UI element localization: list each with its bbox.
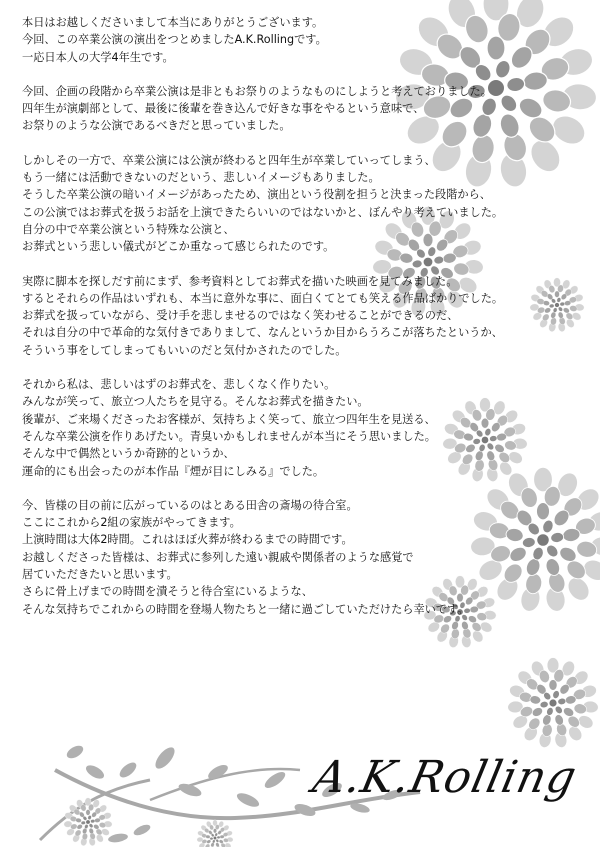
text-line: しかしその一方で、卒業公演には公演が終わると四年生が卒業していってしまう、 (22, 153, 436, 167)
paragraph-films (22, 273, 592, 359)
text-line: そんな気持ちでこれからの時間を登場人物たちと一緒に過ごしていただけたら幸いです。 (22, 602, 469, 616)
text-line: 後輩が、ご来場くださったお客様が、気持ちよく笑って、旅立つ四年生を見送る、 (22, 412, 436, 426)
text-line: ここにこれから2組の家族がやってきます。 (22, 516, 241, 530)
text-line: 本日はお越しくださいまして本当にありがとうございます。 (22, 16, 324, 29)
text-line: そんな中で偶然というか奇跡的というか、 (22, 447, 235, 461)
text-line: それは自分の中で革命的な気付きでありまして、なんというか目からうろこが落ちたというか、 (22, 326, 503, 340)
text-line: さらに骨上げまでの時間を潰そうと待合室にいるような、 (22, 585, 313, 599)
text-line: 一応日本人の大学4年生です。 (22, 50, 174, 64)
paragraph-festival (22, 83, 592, 135)
text-line: 運命的にも出会ったのが本作品『煙が目にしみる』でした。 (22, 464, 325, 478)
text-line: 居ていただきたいと思います。 (22, 568, 178, 582)
text-line: 今回、企画の段階から卒業公演は是非ともお祭りのようなものにしようと考えておりました。 (22, 84, 492, 98)
author-signature: A.K.Rolling (308, 752, 582, 803)
text-line: 実際に脚本を探しだす前にまず、参考資料としてお葬式を描いた映画を見てみました。 (22, 274, 458, 288)
text-line: そうした卒業公演の暗いイメージがあったため、演出という役割を担うと決まった段階から、 (22, 188, 491, 202)
paragraph-greeting (22, 14, 592, 66)
flower-bottom-left (64, 798, 113, 847)
paragraph-intent (22, 376, 592, 480)
text-line: この公演ではお葬式を扱うお話を上演できたらいいのではないかと、ぼんやり考えていました。 (22, 205, 504, 219)
text-line: 今、皆様の目の前に広がっているのはとある田舎の斎場の待合室。 (22, 498, 358, 512)
flower-bottom-right (507, 658, 599, 749)
text-line: 上演時間は大体2時間。これはほぼ火葬が終わるまでの時間です。 (22, 533, 353, 547)
text-line: みんなが笑って、旅立つ人たちを見守る。そんなお葬式を描きたい。 (22, 395, 369, 409)
text-line: 今回、この卒業公演の演出をつとめましたA.K.Rollingです。 (22, 33, 327, 47)
text-line: そういう事をしてしまってもいいのだと気付かされたのでした。 (22, 343, 347, 357)
text-line: お葬式を扱っていながら、受け手を悲しませるのではなく笑わせることができるのだ、 (22, 309, 459, 323)
text-line: それから私は、悲しいはずのお葬式を、悲しくなく作りたい。 (22, 378, 336, 392)
text-line: もう一緒には活動できないのだという、悲しいイメージもありました。 (22, 171, 380, 185)
text-line: お祭りのような公演であるべきだと思っていました。 (22, 119, 291, 133)
paragraph-setting (22, 497, 592, 618)
flower-bottom-mid (197, 820, 234, 847)
paragraph-sad-image (22, 152, 592, 256)
text-line: そんな卒業公演を作りあげたい。青臭いかもしれませんが本当にそう思いました。 (22, 429, 436, 443)
text-line: するとそれらの作品はいずれも、本当に意外な事に、面白くてとても笑える作品ばかりでした。 (22, 291, 504, 305)
text-line: お葬式という悲しい儀式がどこか重なって感じられたのです。 (22, 240, 335, 254)
text-line: 自分の中で卒業公演という特殊な公演と、 (22, 222, 235, 236)
letter-body (22, 14, 592, 635)
text-line: 四年生が演劇部として、最後に後輩を巻き込んで好きな事をやるという意味で、 (22, 102, 425, 116)
text-line: お越しくださった皆様は、お葬式に参列した遠い親戚や関係者のような感覚で (22, 550, 414, 564)
